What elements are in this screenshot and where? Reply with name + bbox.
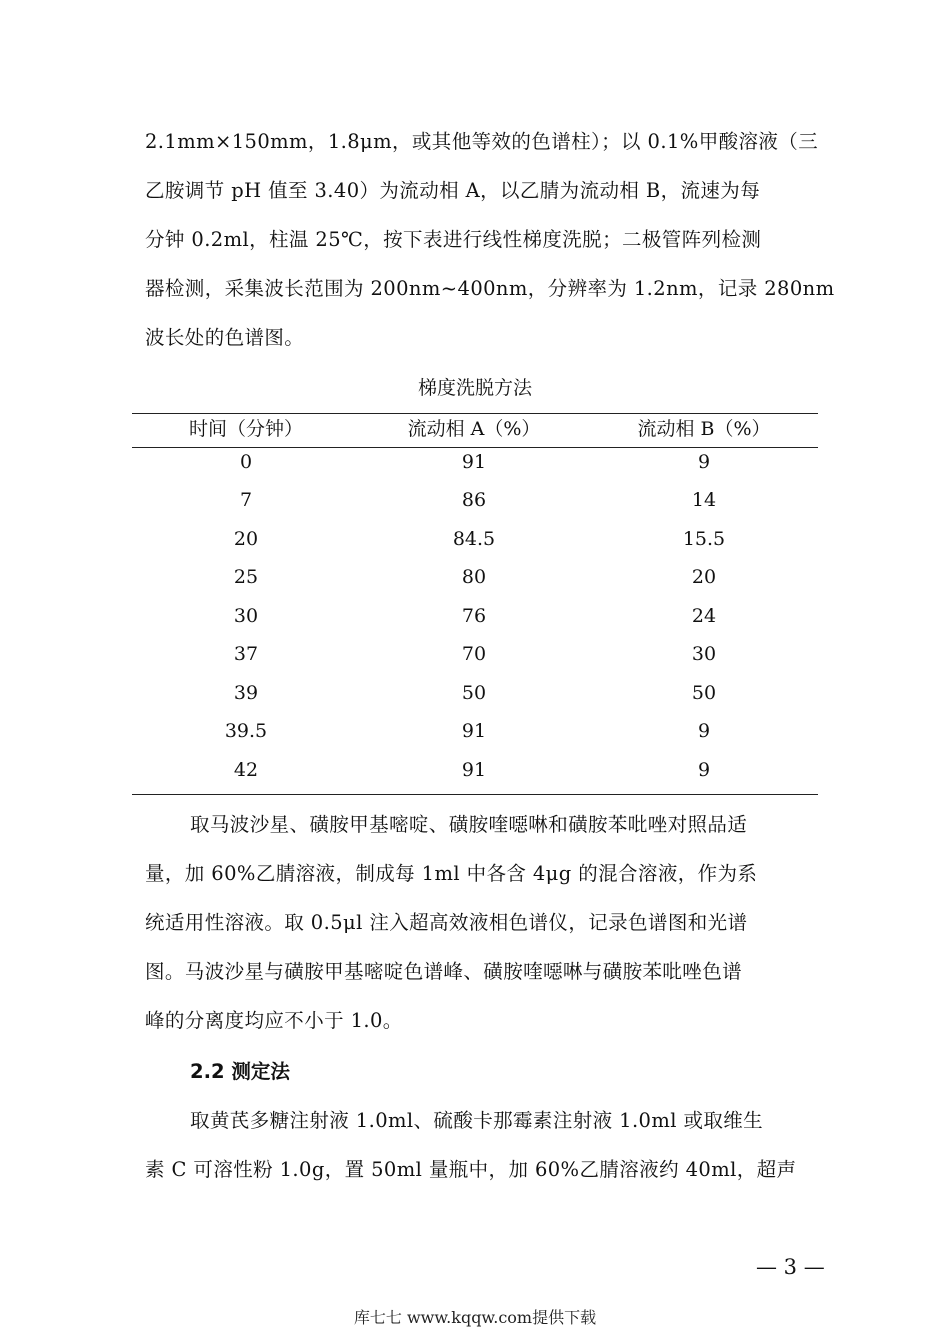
table-row	[132, 443, 818, 481]
cell-time: 42	[233, 759, 259, 781]
cell-phase-b: 9	[697, 451, 711, 473]
cell-phase-b: 14	[691, 489, 717, 511]
text-line: 器检测，采集波长范围为 200nm~400nm，分辨率为 1.2nm，记录 280nm	[145, 277, 835, 300]
cell-time: 25	[233, 566, 259, 588]
cell-phase-a: 80	[461, 566, 487, 588]
cell-phase-b: 50	[691, 682, 717, 704]
section-heading: 2.2 测定法	[190, 1060, 290, 1083]
cell-phase-b: 24	[691, 605, 717, 627]
paragraph-system-suitability	[145, 800, 807, 1045]
table-row	[132, 712, 818, 750]
paragraph-chromatography-conditions	[145, 117, 835, 362]
cell-phase-a: 91	[461, 720, 487, 742]
table-row	[132, 635, 818, 673]
cell-phase-b: 9	[697, 759, 711, 781]
text-line: 统适用性溶液。取 0.5μl 注入超高效液相色谱仪，记录色谱图和光谱	[145, 911, 748, 934]
cell-phase-b: 30	[691, 643, 717, 665]
table-row	[132, 481, 818, 519]
table-row	[132, 520, 818, 558]
cell-phase-a: 91	[461, 451, 487, 473]
cell-time: 0	[239, 451, 253, 473]
paragraph-determination-method	[145, 1096, 807, 1194]
cell-phase-a: 84.5	[452, 528, 496, 550]
text-line: 2.1mm×150mm，1.8μm，或其他等效的色谱柱）；以 0.1%甲酸溶液（三	[145, 130, 819, 153]
text-line: 取马波沙星、磺胺甲基嘧啶、磺胺喹噁啉和磺胺苯吡唑对照品适	[190, 813, 748, 836]
cell-phase-a: 76	[461, 605, 487, 627]
cell-phase-a: 86	[461, 489, 487, 511]
text-line: 图。马波沙星与磺胺甲基嘧啶色谱峰、磺胺喹噁啉与磺胺苯吡唑色谱	[145, 960, 743, 983]
cell-phase-a: 50	[461, 682, 487, 704]
table-header-row	[132, 412, 818, 447]
footer-watermark: 库七七 www.kqqw.com提供下载	[353, 1308, 597, 1327]
cell-time: 37	[233, 643, 259, 665]
table-bottom-rule	[132, 794, 818, 795]
cell-phase-b: 15.5	[682, 528, 726, 550]
cell-time: 20	[233, 528, 259, 550]
text-line: 素 C 可溶性粉 1.0g，置 50ml 量瓶中，加 60%乙腈溶液约 40ml，超声	[145, 1158, 797, 1181]
cell-phase-b: 20	[691, 566, 717, 588]
page-number: — 3 —	[756, 1255, 825, 1279]
text-line: 取黄芪多糖注射液 1.0ml、硫酸卡那霉素注射液 1.0ml 或取维生	[190, 1109, 764, 1132]
cell-time: 39.5	[224, 720, 268, 742]
cell-time: 7	[239, 489, 253, 511]
text-line: 峰的分离度均应不小于 1.0。	[145, 1009, 403, 1032]
header-mobile-phase-b: 流动相 B（%）	[637, 418, 771, 440]
header-time: 时间（分钟）	[188, 418, 303, 440]
table-row	[132, 674, 818, 712]
table-row	[132, 597, 818, 635]
cell-phase-a: 91	[461, 759, 487, 781]
text-line: 波长处的色谱图。	[145, 326, 305, 349]
table-row	[132, 558, 818, 596]
cell-phase-a: 70	[461, 643, 487, 665]
table-row	[132, 751, 818, 789]
table-caption: 梯度洗脱方法	[417, 377, 532, 399]
cell-phase-b: 9	[697, 720, 711, 742]
text-line: 分钟 0.2ml，柱温 25℃，按下表进行线性梯度洗脱；二极管阵列检测	[145, 228, 762, 251]
text-line: 乙胺调节 pH 值至 3.40）为流动相 A，以乙腈为流动相 B，流速为每	[145, 179, 761, 202]
cell-time: 30	[233, 605, 259, 627]
text-line: 量，加 60%乙腈溶液，制成每 1ml 中各含 4μg 的混合溶液，作为系	[145, 862, 758, 885]
header-mobile-phase-a: 流动相 A（%）	[407, 418, 541, 440]
cell-time: 39	[233, 682, 259, 704]
